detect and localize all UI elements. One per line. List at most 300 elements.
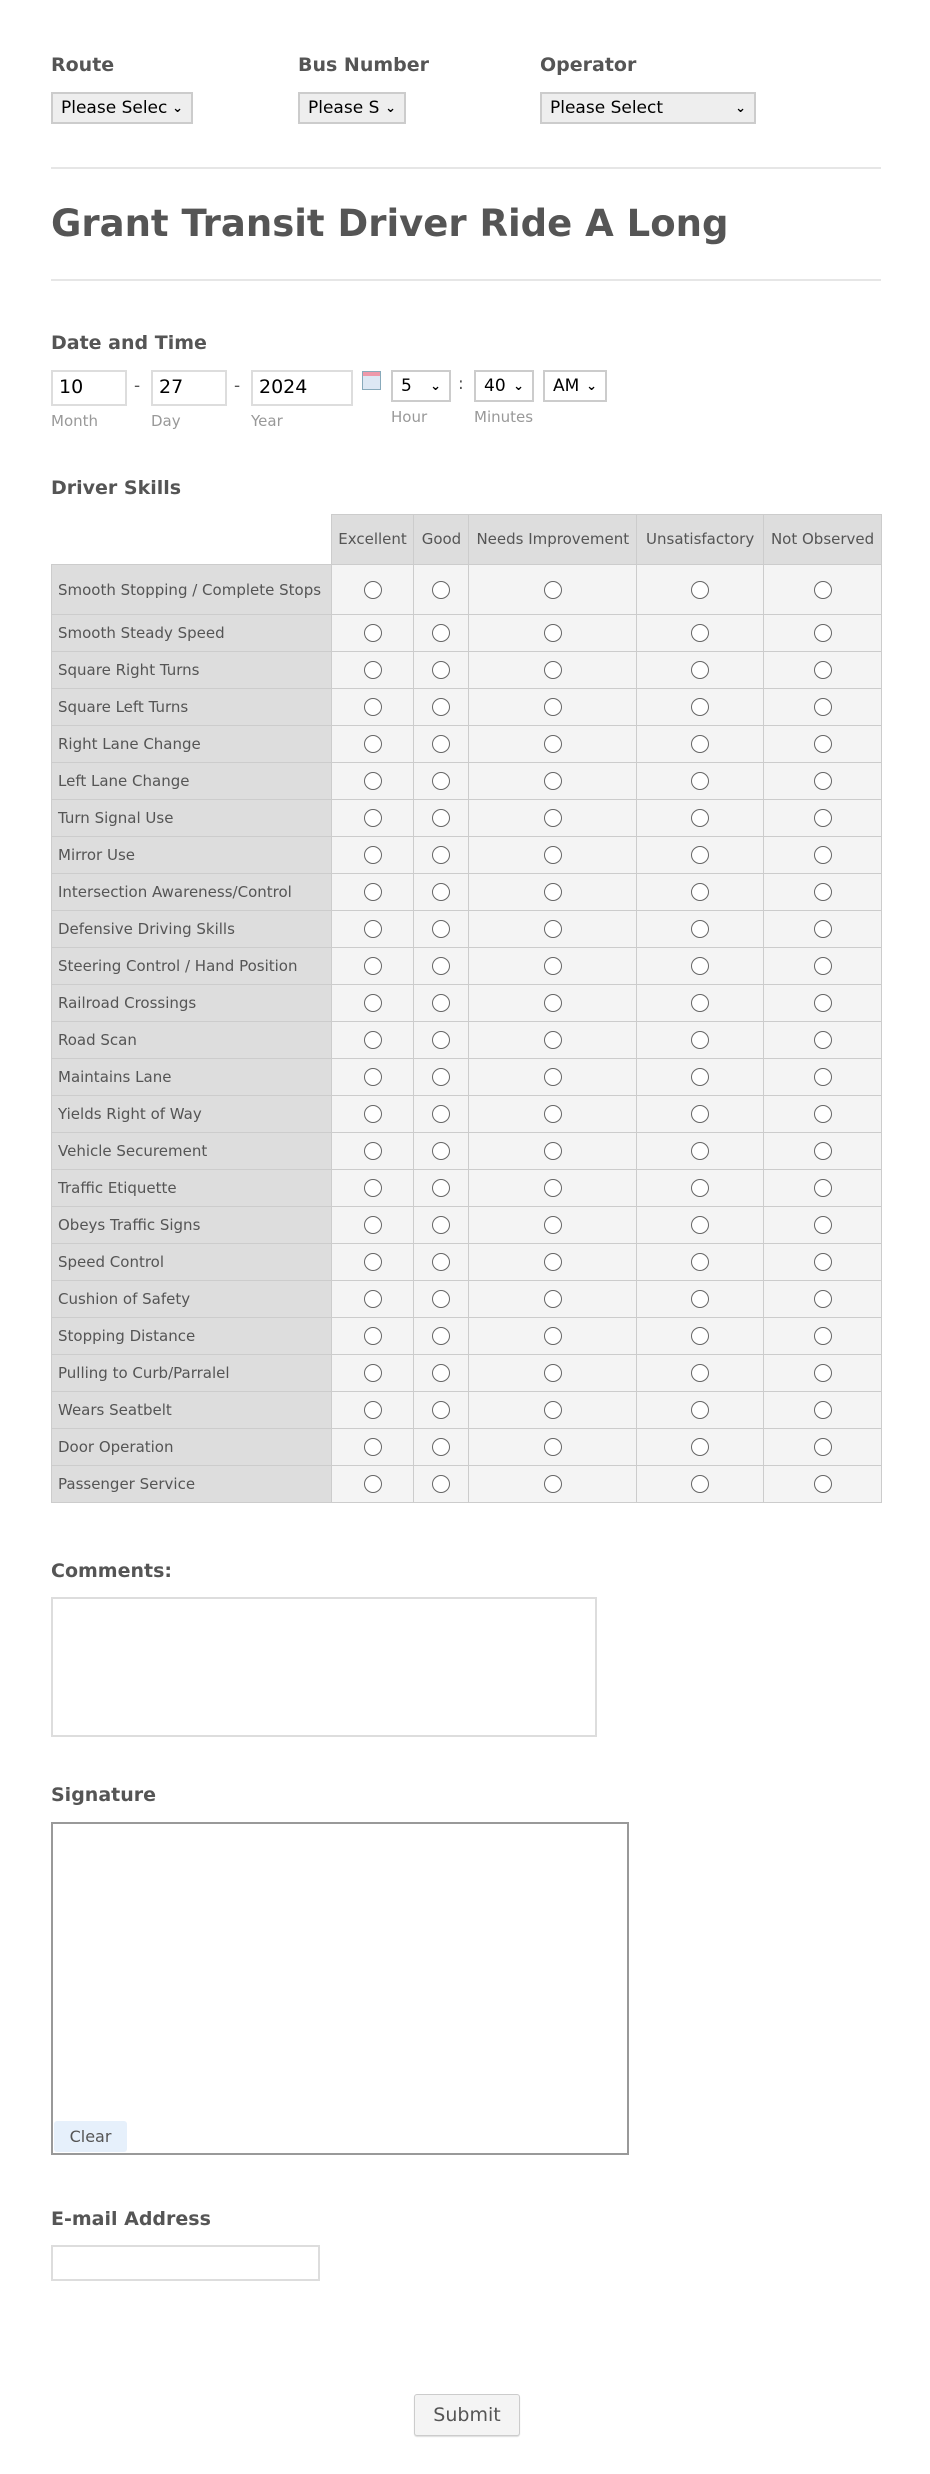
clear-signature-button[interactable]: Clear: [54, 2121, 127, 2152]
rating-radio[interactable]: [814, 883, 832, 901]
rating-radio[interactable]: [544, 1401, 562, 1419]
divider: [51, 167, 881, 169]
matrix-cell: [637, 1022, 764, 1059]
rating-radio[interactable]: [432, 1327, 450, 1345]
matrix-cell: [331, 763, 414, 800]
rating-radio[interactable]: [814, 1253, 832, 1271]
matrix-cell: [414, 1281, 469, 1318]
rating-radio[interactable]: [432, 1142, 450, 1160]
rating-radio[interactable]: [691, 1475, 709, 1493]
ampm-select[interactable]: [543, 370, 607, 402]
route-select[interactable]: [51, 92, 193, 124]
rating-radio[interactable]: [544, 581, 562, 599]
rating-radio[interactable]: [544, 772, 562, 790]
rating-radio[interactable]: [814, 1142, 832, 1160]
rating-radio[interactable]: [432, 1290, 450, 1308]
matrix-cell: [764, 1022, 882, 1059]
rating-radio[interactable]: [691, 1253, 709, 1271]
rating-radio[interactable]: [544, 809, 562, 827]
rating-radio[interactable]: [691, 920, 709, 938]
matrix-cell: [414, 1059, 469, 1096]
rating-radio[interactable]: [814, 1475, 832, 1493]
rating-radio[interactable]: [364, 1142, 382, 1160]
chevron-down-icon: ⌄: [513, 378, 524, 394]
matrix-cell: [764, 726, 882, 763]
matrix-cell: [637, 1429, 764, 1466]
rating-radio[interactable]: [544, 1253, 562, 1271]
chevron-down-icon: ⌄: [430, 378, 441, 394]
row-label: Vehicle Securement: [52, 1133, 332, 1170]
rating-radio[interactable]: [364, 581, 382, 599]
rating-radio[interactable]: [814, 624, 832, 642]
matrix-row: [52, 1096, 882, 1133]
rating-radio[interactable]: [432, 772, 450, 790]
rating-radio[interactable]: [814, 735, 832, 753]
matrix-cell: [469, 1392, 637, 1429]
rating-radio[interactable]: [691, 581, 709, 599]
rating-radio[interactable]: [432, 698, 450, 716]
matrix-cell: [637, 1281, 764, 1318]
hour-select[interactable]: [391, 370, 451, 402]
matrix-row: [52, 615, 882, 652]
rating-radio[interactable]: [814, 698, 832, 716]
rating-radio[interactable]: [364, 957, 382, 975]
rating-radio[interactable]: [432, 846, 450, 864]
rating-radio[interactable]: [432, 809, 450, 827]
row-label: Left Lane Change: [52, 763, 332, 800]
matrix-cell: [469, 948, 637, 985]
matrix-cell: [637, 1170, 764, 1207]
rating-radio[interactable]: [432, 1401, 450, 1419]
matrix-cell: [469, 1281, 637, 1318]
matrix-cell: [764, 1170, 882, 1207]
rating-radio[interactable]: [814, 1179, 832, 1197]
rating-radio[interactable]: [544, 735, 562, 753]
matrix-cell: [331, 652, 414, 689]
matrix-cell: [414, 948, 469, 985]
row-label: Intersection Awareness/Control: [52, 874, 332, 911]
row-label: Wears Seatbelt: [52, 1392, 332, 1429]
rating-radio[interactable]: [432, 624, 450, 642]
submit-button[interactable]: Submit: [414, 2394, 520, 2436]
year-input[interactable]: 2024: [251, 370, 353, 406]
rating-radio[interactable]: [814, 1364, 832, 1382]
matrix-cell: [414, 565, 469, 615]
matrix-cell: [331, 800, 414, 837]
rating-radio[interactable]: [432, 1068, 450, 1086]
matrix-cell: [469, 1059, 637, 1096]
matrix-cell: [764, 1096, 882, 1133]
column-header: Excellent: [331, 515, 414, 565]
rating-radio[interactable]: [544, 957, 562, 975]
matrix-cell: [637, 1059, 764, 1096]
rating-radio[interactable]: [364, 1290, 382, 1308]
rating-radio[interactable]: [691, 846, 709, 864]
matrix-cell: [414, 1170, 469, 1207]
matrix-cell: [414, 985, 469, 1022]
row-label: Speed Control: [52, 1244, 332, 1281]
matrix-cell: [764, 1281, 882, 1318]
driver-skills-matrix: [51, 514, 882, 1503]
row-label: Right Lane Change: [52, 726, 332, 763]
row-label: Passenger Service: [52, 1466, 332, 1503]
month-input[interactable]: 10: [51, 370, 127, 406]
rating-radio[interactable]: [691, 1290, 709, 1308]
matrix-cell: [331, 1318, 414, 1355]
row-label: Mirror Use: [52, 837, 332, 874]
hour-value: 5: [401, 376, 412, 396]
matrix-cell: [469, 911, 637, 948]
matrix-cell: [331, 874, 414, 911]
matrix-cell: [331, 1281, 414, 1318]
driver-skills-label: Driver Skills: [51, 477, 182, 499]
matrix-cell: [331, 1170, 414, 1207]
matrix-cell: [637, 800, 764, 837]
rating-radio[interactable]: [691, 735, 709, 753]
hour-sublabel: Hour: [391, 408, 428, 426]
year-sublabel: Year: [251, 412, 283, 430]
rating-radio[interactable]: [814, 581, 832, 599]
rating-radio[interactable]: [364, 1105, 382, 1123]
matrix-cell: [637, 985, 764, 1022]
rating-radio[interactable]: [814, 809, 832, 827]
rating-radio[interactable]: [544, 624, 562, 642]
rating-radio[interactable]: [544, 994, 562, 1012]
matrix-cell: [414, 1466, 469, 1503]
rating-radio[interactable]: [691, 661, 709, 679]
signature-pad[interactable]: [51, 1822, 629, 2155]
matrix-cell: [414, 1429, 469, 1466]
matrix-cell: [414, 1133, 469, 1170]
matrix-cell: [764, 1466, 882, 1503]
rating-radio[interactable]: [691, 994, 709, 1012]
matrix-cell: [764, 652, 882, 689]
rating-radio[interactable]: [364, 1438, 382, 1456]
rating-radio[interactable]: [691, 1179, 709, 1197]
operator-select[interactable]: [540, 92, 756, 124]
matrix-cell: [469, 800, 637, 837]
matrix-cell: [764, 985, 882, 1022]
rating-radio[interactable]: [814, 1327, 832, 1345]
rating-radio[interactable]: [691, 1216, 709, 1234]
matrix-cell: [414, 689, 469, 726]
matrix-row: [52, 800, 882, 837]
rating-radio[interactable]: [814, 1068, 832, 1086]
matrix-row: [52, 763, 882, 800]
matrix-cell: [637, 689, 764, 726]
rating-radio[interactable]: [364, 920, 382, 938]
matrix-cell: [469, 1244, 637, 1281]
matrix-cell: [764, 1244, 882, 1281]
chevron-down-icon: ⌄: [735, 100, 746, 116]
matrix-cell: [469, 763, 637, 800]
matrix-row: [52, 948, 882, 985]
rating-radio[interactable]: [364, 1475, 382, 1493]
rating-radio[interactable]: [432, 661, 450, 679]
matrix-cell: [331, 1022, 414, 1059]
matrix-row: [52, 1133, 882, 1170]
rating-radio[interactable]: [364, 846, 382, 864]
route-select-value: Please Selec: [61, 98, 168, 118]
row-label: Steering Control / Hand Position: [52, 948, 332, 985]
matrix-cell: [764, 565, 882, 615]
rating-radio[interactable]: [814, 994, 832, 1012]
matrix-cell: [331, 985, 414, 1022]
rating-radio[interactable]: [544, 1290, 562, 1308]
matrix-cell: [637, 1207, 764, 1244]
rating-radio[interactable]: [364, 661, 382, 679]
matrix-cell: [469, 1318, 637, 1355]
matrix-row: [52, 652, 882, 689]
rating-radio[interactable]: [364, 809, 382, 827]
day-sublabel: Day: [151, 412, 181, 430]
rating-radio[interactable]: [814, 772, 832, 790]
matrix-cell: [469, 1096, 637, 1133]
matrix-cell: [331, 911, 414, 948]
comments-textarea[interactable]: [51, 1597, 597, 1737]
operator-select-value: Please Select: [550, 98, 664, 118]
matrix-cell: [637, 726, 764, 763]
matrix-cell: [414, 1096, 469, 1133]
minutes-sublabel: Minutes: [474, 408, 534, 426]
row-label: Door Operation: [52, 1429, 332, 1466]
rating-radio[interactable]: [814, 1031, 832, 1049]
rating-radio[interactable]: [364, 1253, 382, 1271]
matrix-cell: [414, 726, 469, 763]
matrix-cell: [414, 652, 469, 689]
matrix-cell: [637, 837, 764, 874]
column-header: Good: [414, 515, 469, 565]
matrix-corner: [52, 515, 332, 565]
bus-number-select[interactable]: [298, 92, 406, 124]
email-label: E-mail Address: [51, 2208, 211, 2230]
matrix-cell: [414, 763, 469, 800]
matrix-cell: [414, 1355, 469, 1392]
matrix-cell: [764, 1318, 882, 1355]
matrix-cell: [637, 1133, 764, 1170]
rating-radio[interactable]: [364, 698, 382, 716]
rating-radio[interactable]: [432, 1475, 450, 1493]
rating-radio[interactable]: [544, 1105, 562, 1123]
matrix-cell: [637, 1318, 764, 1355]
matrix-cell: [331, 615, 414, 652]
operator-label: Operator: [540, 54, 637, 76]
signature-label: Signature: [51, 1784, 157, 1806]
rating-radio[interactable]: [544, 1475, 562, 1493]
page-title: Grant Transit Driver Ride A Long: [51, 202, 729, 245]
matrix-cell: [414, 911, 469, 948]
matrix-cell: [414, 1244, 469, 1281]
matrix-cell: [331, 1429, 414, 1466]
rating-radio[interactable]: [432, 1216, 450, 1234]
matrix-row: [52, 565, 882, 615]
matrix-cell: [764, 911, 882, 948]
rating-radio[interactable]: [691, 624, 709, 642]
matrix-row: [52, 1429, 882, 1466]
matrix-cell: [331, 1096, 414, 1133]
rating-radio[interactable]: [544, 1216, 562, 1234]
month-sublabel: Month: [51, 412, 99, 430]
matrix-cell: [637, 874, 764, 911]
rating-radio[interactable]: [691, 1364, 709, 1382]
rating-radio[interactable]: [814, 920, 832, 938]
matrix-row: [52, 689, 882, 726]
minutes-select[interactable]: [474, 370, 534, 402]
rating-radio[interactable]: [814, 661, 832, 679]
matrix-cell: [637, 763, 764, 800]
divider: [51, 279, 881, 281]
matrix-cell: [469, 837, 637, 874]
rating-radio[interactable]: [691, 809, 709, 827]
day-input[interactable]: 27: [151, 370, 227, 406]
row-label: Smooth Steady Speed: [52, 615, 332, 652]
matrix-row: [52, 1244, 882, 1281]
matrix-row: [52, 1207, 882, 1244]
email-input[interactable]: [51, 2245, 320, 2281]
chevron-down-icon: ⌄: [586, 378, 597, 394]
rating-radio[interactable]: [544, 1142, 562, 1160]
rating-radio[interactable]: [691, 957, 709, 975]
row-label: Railroad Crossings: [52, 985, 332, 1022]
rating-radio[interactable]: [364, 994, 382, 1012]
rating-radio[interactable]: [544, 1179, 562, 1197]
ampm-value: AM: [553, 376, 580, 396]
rating-radio[interactable]: [691, 1105, 709, 1123]
rating-radio[interactable]: [364, 1179, 382, 1197]
matrix-cell: [469, 1133, 637, 1170]
row-label: Traffic Etiquette: [52, 1170, 332, 1207]
rating-radio[interactable]: [364, 883, 382, 901]
matrix-cell: [414, 1207, 469, 1244]
rating-radio[interactable]: [432, 1105, 450, 1123]
matrix-cell: [469, 1207, 637, 1244]
matrix-cell: [637, 1466, 764, 1503]
rating-radio[interactable]: [432, 883, 450, 901]
calendar-icon[interactable]: [362, 371, 381, 390]
bus-number-select-value: Please S: [308, 98, 380, 118]
rating-radio[interactable]: [364, 1216, 382, 1234]
matrix-cell: [331, 1059, 414, 1096]
rating-radio[interactable]: [364, 772, 382, 790]
column-header: Unsatisfactory: [637, 515, 764, 565]
rating-radio[interactable]: [544, 1364, 562, 1382]
matrix-cell: [469, 1466, 637, 1503]
rating-radio[interactable]: [364, 1364, 382, 1382]
route-label: Route: [51, 54, 115, 76]
rating-radio[interactable]: [691, 1327, 709, 1345]
rating-radio[interactable]: [814, 1216, 832, 1234]
rating-radio[interactable]: [364, 1401, 382, 1419]
matrix-cell: [764, 689, 882, 726]
rating-radio[interactable]: [691, 698, 709, 716]
rating-radio[interactable]: [432, 735, 450, 753]
matrix-cell: [764, 800, 882, 837]
rating-radio[interactable]: [432, 1179, 450, 1197]
row-label: Pulling to Curb/Parralel: [52, 1355, 332, 1392]
rating-radio[interactable]: [814, 1401, 832, 1419]
row-label: Maintains Lane: [52, 1059, 332, 1096]
rating-radio[interactable]: [691, 1142, 709, 1160]
rating-radio[interactable]: [544, 1438, 562, 1456]
rating-radio[interactable]: [691, 772, 709, 790]
row-label: Yields Right of Way: [52, 1096, 332, 1133]
rating-radio[interactable]: [814, 846, 832, 864]
row-label: Stopping Distance: [52, 1318, 332, 1355]
matrix-row: [52, 1318, 882, 1355]
rating-radio[interactable]: [432, 1031, 450, 1049]
rating-radio[interactable]: [432, 957, 450, 975]
rating-radio[interactable]: [432, 920, 450, 938]
matrix-cell: [637, 1355, 764, 1392]
row-label: Defensive Driving Skills: [52, 911, 332, 948]
matrix-cell: [331, 1392, 414, 1429]
matrix-cell: [469, 1022, 637, 1059]
rating-radio[interactable]: [544, 883, 562, 901]
rating-radio[interactable]: [814, 957, 832, 975]
matrix-cell: [764, 1355, 882, 1392]
rating-radio[interactable]: [432, 1438, 450, 1456]
matrix-cell: [469, 689, 637, 726]
rating-radio[interactable]: [544, 846, 562, 864]
bus-number-label: Bus Number: [298, 54, 430, 76]
rating-radio[interactable]: [691, 1438, 709, 1456]
rating-radio[interactable]: [814, 1105, 832, 1123]
matrix-cell: [637, 1096, 764, 1133]
matrix-cell: [764, 874, 882, 911]
matrix-cell: [331, 1466, 414, 1503]
rating-radio[interactable]: [544, 920, 562, 938]
rating-radio[interactable]: [814, 1290, 832, 1308]
rating-radio[interactable]: [364, 624, 382, 642]
matrix-row: [52, 1355, 882, 1392]
matrix-cell: [414, 1392, 469, 1429]
rating-radio[interactable]: [544, 698, 562, 716]
rating-radio[interactable]: [432, 994, 450, 1012]
rating-radio[interactable]: [364, 1327, 382, 1345]
rating-radio[interactable]: [432, 1364, 450, 1382]
matrix-row: [52, 1466, 882, 1503]
rating-radio[interactable]: [691, 1401, 709, 1419]
matrix-row: [52, 1170, 882, 1207]
row-label: Road Scan: [52, 1022, 332, 1059]
rating-radio[interactable]: [432, 581, 450, 599]
rating-radio[interactable]: [432, 1253, 450, 1271]
rating-radio[interactable]: [544, 1327, 562, 1345]
matrix-cell: [637, 911, 764, 948]
rating-radio[interactable]: [544, 1031, 562, 1049]
row-label: Smooth Stopping / Complete Stops: [52, 565, 332, 615]
matrix-cell: [637, 1244, 764, 1281]
rating-radio[interactable]: [364, 735, 382, 753]
matrix-row: [52, 985, 882, 1022]
rating-radio[interactable]: [544, 1068, 562, 1086]
matrix-row: [52, 911, 882, 948]
matrix-cell: [469, 874, 637, 911]
rating-radio[interactable]: [691, 1031, 709, 1049]
rating-radio[interactable]: [814, 1438, 832, 1456]
rating-radio[interactable]: [691, 883, 709, 901]
row-label: Turn Signal Use: [52, 800, 332, 837]
rating-radio[interactable]: [364, 1031, 382, 1049]
matrix-cell: [764, 1392, 882, 1429]
chevron-down-icon: ⌄: [172, 100, 183, 116]
rating-radio[interactable]: [544, 661, 562, 679]
row-label: Obeys Traffic Signs: [52, 1207, 332, 1244]
date-separator: -: [134, 376, 141, 396]
rating-radio[interactable]: [364, 1068, 382, 1086]
rating-radio[interactable]: [691, 1068, 709, 1086]
date-time-label: Date and Time: [51, 332, 207, 354]
